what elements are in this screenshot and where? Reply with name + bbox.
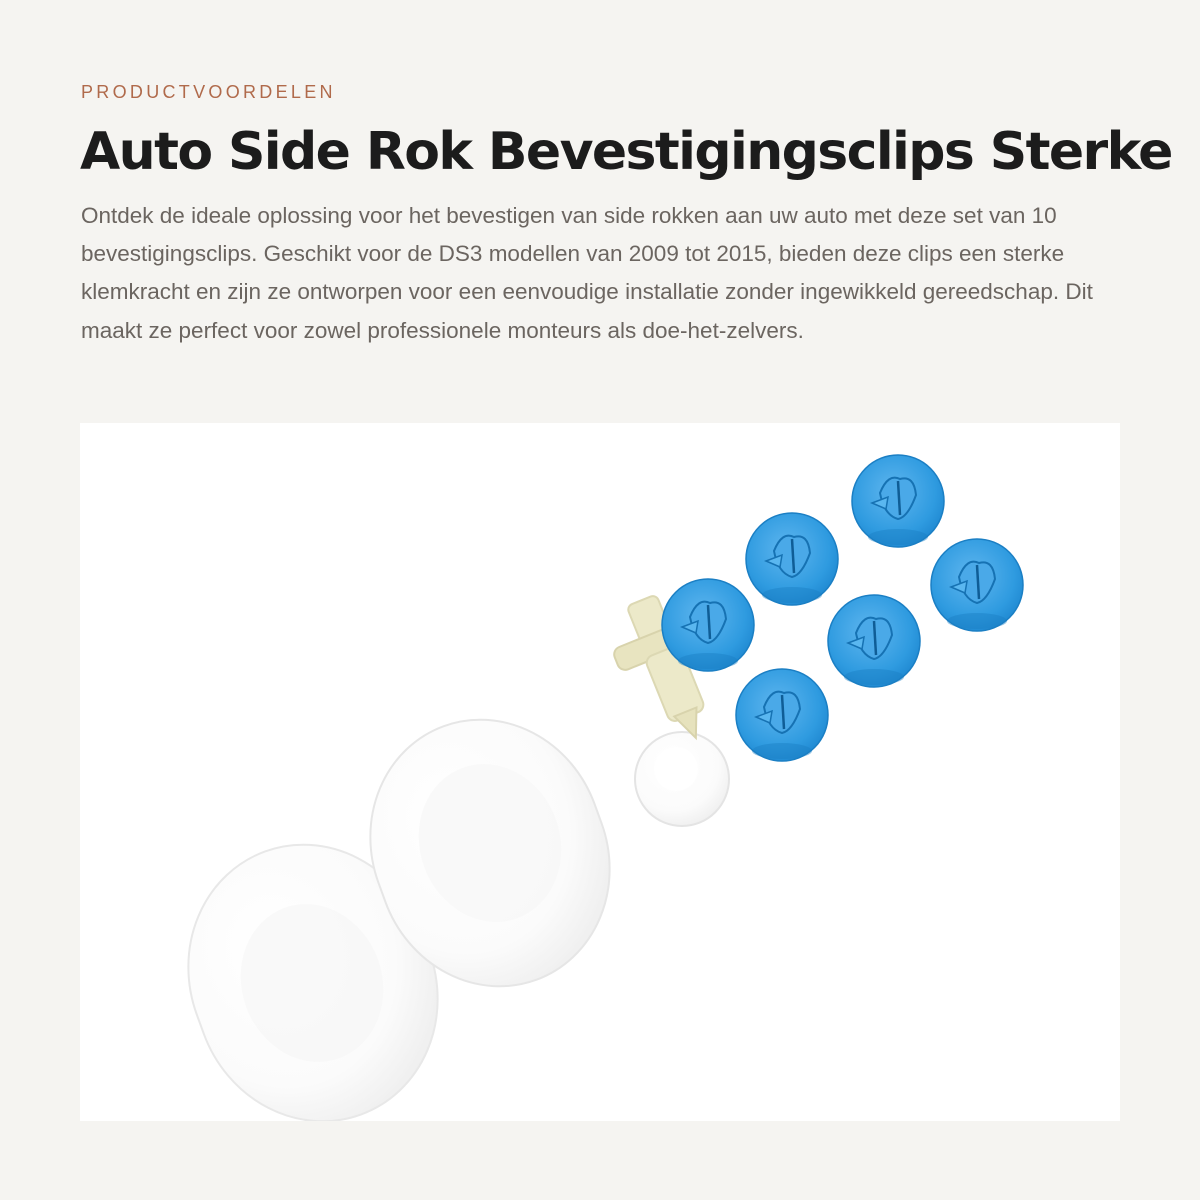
blue-clip (852, 455, 944, 547)
blue-clip (736, 669, 828, 761)
blue-clip (828, 595, 920, 687)
blue-clip (746, 513, 838, 605)
product-title: Auto Side Rok Bevestigingsclips Sterke (80, 122, 1172, 182)
blue-clip (931, 539, 1023, 631)
blue-clip (662, 579, 754, 671)
product-image (80, 423, 1120, 1121)
white-cap-small (635, 732, 729, 826)
clip-set-illustration (80, 423, 1120, 1121)
eyebrow-label: PRODUCTVOORDELEN (81, 82, 336, 102)
product-description: Ontdek de ideale oplossing voor het bevestigen van side rokken aan uw auto met deze set van 10 bevestigingsclips. Geschikt voor de DS3 modellen van 2009 tot 2015, bieden deze clips een sterke klemkracht en zijn ze ontworpen voor een eenvoudige installatie zonder ingewikkeld gereedschap. Dit maakt ze perfect voor zowel professionele monteurs als doe-het-zelvers. (81, 203, 1093, 343)
